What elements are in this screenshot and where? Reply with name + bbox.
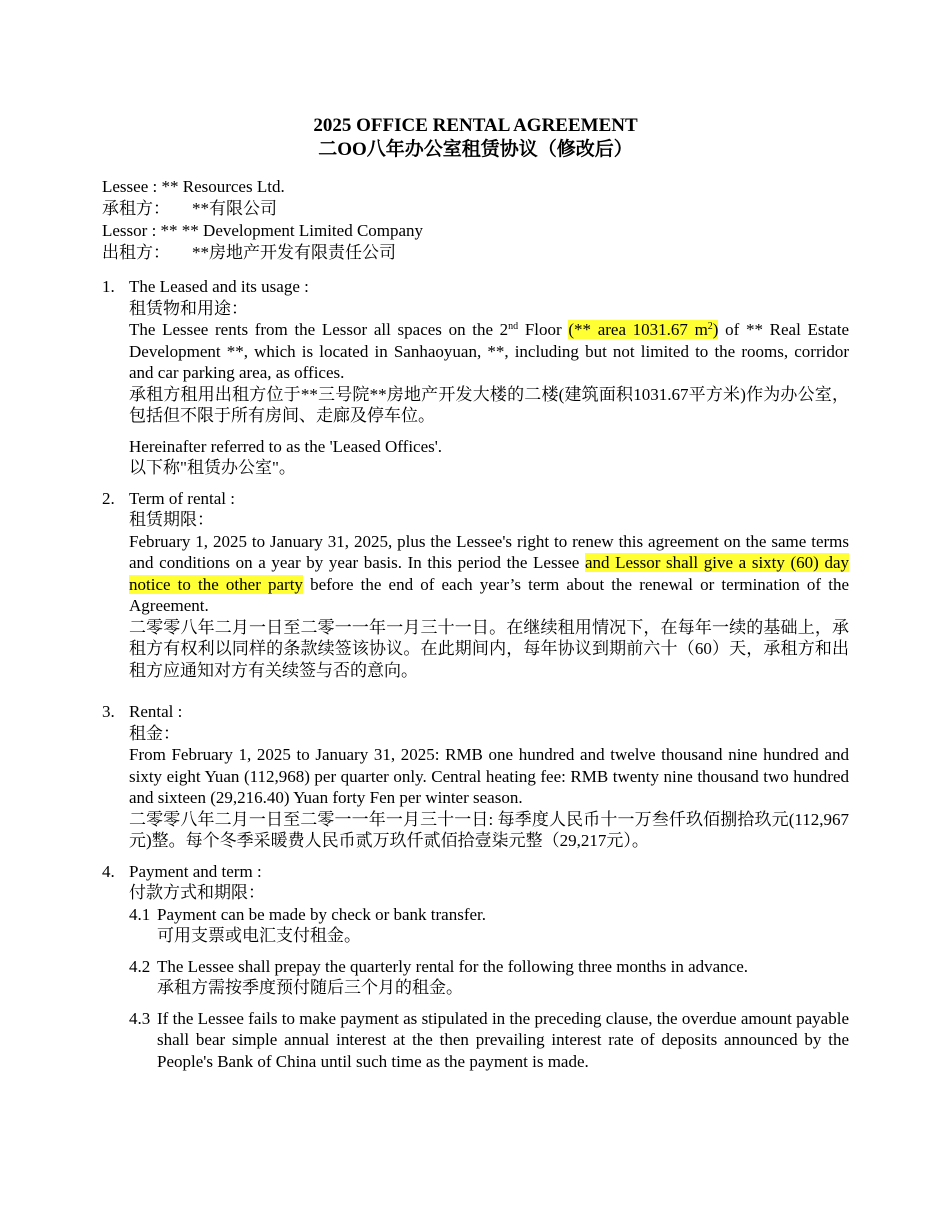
clause-4-1 xyxy=(129,904,849,947)
section-3-paragraph-en: From February 1, 2025 to January 31, 2025: RMB one hundred and twelve thousand nine hundred and sixty eight Yuan (112,968) per quarter only. Central heating fee: RMB twenty nine thousand two hundred and sixteen (29,216.40) Yuan forty Fen per winter season. xyxy=(129,745,849,807)
lessor-en: Lessor : ** ** Development Limited Company xyxy=(102,221,424,240)
section-1-heading-en: The Leased and its usage : xyxy=(129,277,309,296)
section-4 xyxy=(102,861,849,1073)
section-1-definition-en: Hereinafter referred to as the 'Leased Offices'. xyxy=(129,436,443,456)
section-4-heading-en: Payment and term : xyxy=(129,861,262,881)
lessee-cn-label: 承租方： xyxy=(102,199,170,218)
title-cn: 二OO八年办公室租赁协议（修改后） xyxy=(318,139,633,160)
section-2-text-a: February 1, 2025 to January 31, 2025, plus the Lessee's right to renew this agreement on the same terms and conditions on a year by year basis. In this period the Lessee xyxy=(129,531,849,572)
section-3 xyxy=(102,701,849,852)
highlight-area-close: ) xyxy=(712,320,719,339)
lessor-cn-value: **房地产开发有限责任公司 xyxy=(192,243,396,262)
title-en: 2025 OFFICE RENTAL AGREEMENT xyxy=(313,115,638,136)
section-1-heading-cn: 租赁物和用途： xyxy=(129,298,248,318)
section-3-number: 3. xyxy=(102,702,115,721)
section-1-paragraph-cn: 承租方租用出租方位于**三号院**房地产开发大楼的二楼(建筑面积1031.67平方米)作为办公室，包括但不限于所有房间、走廊及停车位。 xyxy=(129,384,849,425)
section-1-text-c: of ** Real Estate Development **, which is located in Sanhaoyuan, **, including but not limited to the rooms, corridor and car parking area, as offices. xyxy=(129,320,849,382)
clause-4-2-en: The Lessee shall prepay the quarterly rental for the following three months in advance. xyxy=(157,956,749,976)
highlight-notice: and Lessor shall give a sixty (60) day notice to the other party xyxy=(129,553,850,594)
section-2-paragraph-en xyxy=(129,531,849,617)
section-3-paragraph-cn: 二零零八年二月一日至二零一一年一月三十一日: 每季度人民币十一万叁仟玖佰捌拾玖元(112,967元)整。每个冬季采暖费人民币贰万玖仟贰佰拾壹柒元整（29,217元）。 xyxy=(129,809,849,850)
section-2-paragraph-cn: 二零零八年二月一日至二零一一年一月三十一日。在继续租用情况下，在每年一续的基础上，承租方有权利以同样的条款续签该协议。在此期间内，每年协议到期前六十（60）天，承租方和出租方应通知对方有关续签与否的意向。 xyxy=(129,617,849,680)
ordinal-suffix: nd xyxy=(508,321,519,332)
clause-4-2-cn: 承租方需按季度预付随后三个月的租金。 xyxy=(157,978,463,997)
lessor-cn-label: 出租方： xyxy=(102,243,170,262)
clause-4-1-number: 4.1 xyxy=(129,904,151,924)
clause-4-2 xyxy=(129,956,849,999)
parties-block xyxy=(102,176,849,264)
section-2 xyxy=(102,488,849,682)
section-3-heading-en: Rental : xyxy=(129,702,183,721)
section-2-heading-en: Term of rental : xyxy=(129,488,235,508)
clause-4-2-number: 4.2 xyxy=(129,956,151,976)
section-1-number: 1. xyxy=(102,277,115,296)
section-2-heading-cn: 租赁期限： xyxy=(129,510,214,529)
section-1-paragraph-en xyxy=(129,319,849,384)
highlight-area-text: (** area 1031.67 m xyxy=(568,320,708,339)
section-4-number: 4. xyxy=(102,861,115,881)
section-1-definition-cn: 以下称"租赁办公室"。 xyxy=(129,458,296,477)
clause-4-3 xyxy=(129,1008,849,1073)
document-page xyxy=(102,114,849,1072)
clause-4-3-en: If the Lessee fails to make payment as stipulated in the preceding clause, the overdue amount payable shall bear simple annual interest at the then prevailing interest rate of deposits announced by the People's Bank of China until such time as the payment is made. xyxy=(157,1008,849,1071)
highlight-area xyxy=(568,320,718,339)
clause-4-1-cn: 可用支票或电汇支付租金。 xyxy=(157,926,361,945)
superscript-squared: 2 xyxy=(707,321,713,332)
section-4-heading-cn: 付款方式和期限： xyxy=(129,883,265,902)
section-3-heading-cn: 租金： xyxy=(129,723,180,743)
section-2-number: 2. xyxy=(102,488,115,508)
clause-4-1-en: Payment can be made by check or bank transfer. xyxy=(157,904,487,924)
section-2-text-b: before the end of each year’s term about the renewal or termination of the Agreement. xyxy=(129,574,850,615)
lessor-cn xyxy=(102,242,849,264)
section-1 xyxy=(102,276,849,479)
title-block xyxy=(102,114,849,162)
lessee-cn-value: **有限公司 xyxy=(192,199,277,218)
section-1-text-b: Floor xyxy=(518,320,569,339)
section-1-text-a: The Lessee rents from the Lessor all spaces on the 2 xyxy=(129,320,509,339)
lessee-cn xyxy=(102,198,849,220)
lessee-en: Lessee : ** Resources Ltd. xyxy=(102,177,285,196)
clause-4-3-number: 4.3 xyxy=(129,1008,151,1028)
